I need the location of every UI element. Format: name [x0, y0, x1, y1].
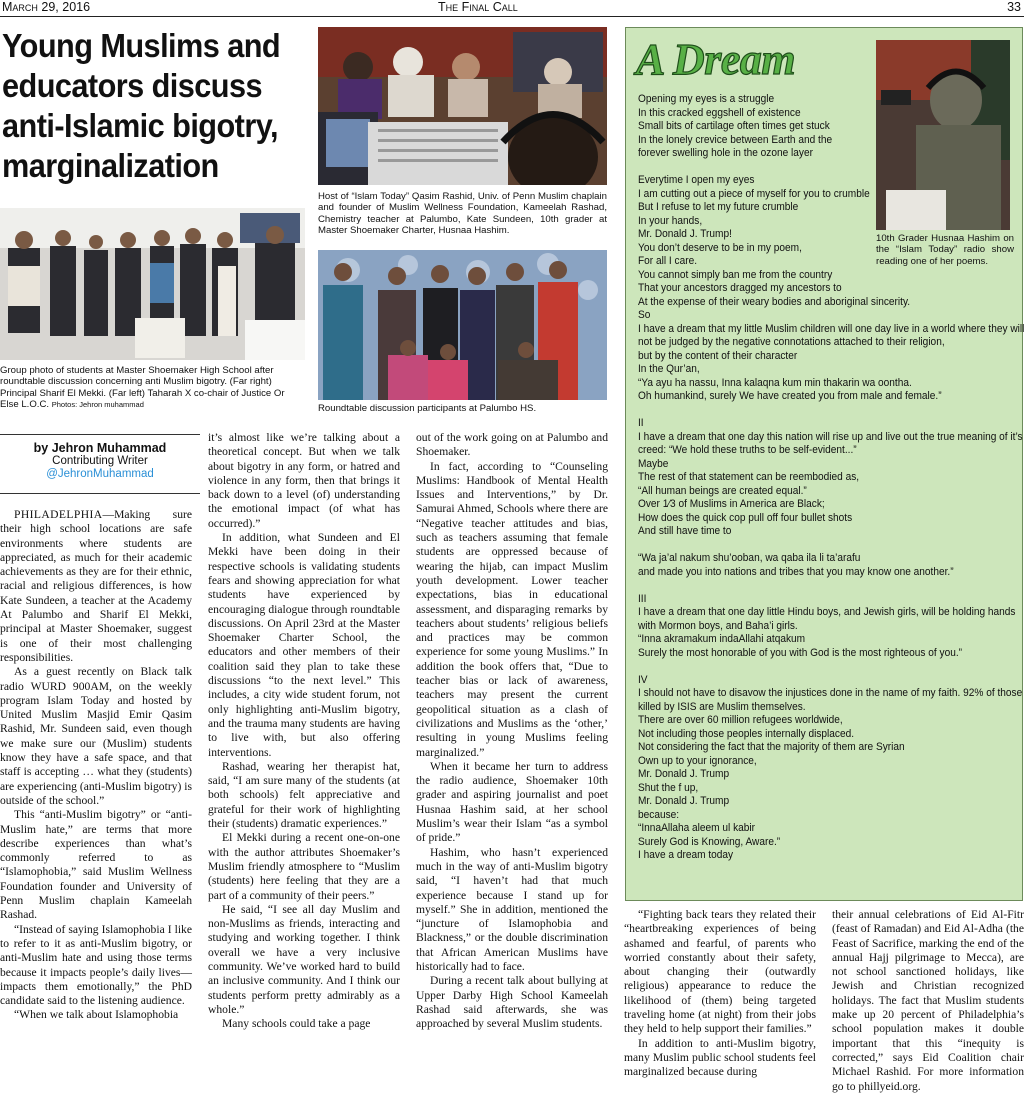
headline: Young Muslims and educators discuss anti-Islamic bigotry, marginalization: [2, 27, 281, 184]
article-paragraph: their annual celebrations of Eid Al-Fitr (feast of Ramadan) and Eid Al-Adha (the Feast of Sacrifice, marking the end of the annual Hajj pilgrimage to Mecca), are not school sanctioned holidays, like Jewish and Christian recognized holidays. The fact that Muslim students make up 20 percent of Philadelphia’s school population makes it double important that this “inequity is corrected,” says Eid Coalition chair Michael Rashid. For more information go to phillyeid.org.: [832, 908, 1024, 1093]
poem-line: In this cracked eggshell of existence: [638, 106, 801, 119]
poem-title: A Dream: [636, 35, 796, 84]
poem-line: [638, 161, 988, 175]
poem-line: Small bits of cartilage often times get stuck: [638, 120, 830, 132]
article-paragraph: out of the work going on at Palumbo and Shoemaker.: [416, 431, 608, 459]
dateline: PHILADELPHIA: [14, 508, 103, 521]
article-paragraph: When it became her turn to address the radio audience, Shoemaker 10th grader and aspiring journalist and poet Husnaa Hashim said, at her school Muslim’s wear their Islam “as a symbol of pride.”: [416, 759, 608, 845]
article-paragraph: During a recent talk about bullying at Upper Darby High School Kameelah Rashad said afterwards, she was approached by several Muslim students.: [416, 974, 608, 1031]
group-caption-text: Group photo of students at Master Shoemaker High School after roundtable discussion concerning anti Muslim bigotry. (Far right) Principal Sharif El Mekki. (Far left) Taharah X co-chair of Justice Or Else L.O.C.: [0, 365, 285, 411]
poem-line: For all I care.: [638, 255, 698, 267]
poem-line: III: [638, 592, 647, 605]
poem-line: But I refuse to let my future crumble: [638, 201, 799, 213]
poet-photo-caption: 10th Grader Husnaa Hashim on the “Islam Today” radio show reading one of her poems.: [876, 233, 1014, 267]
palumbo-photo: [318, 250, 607, 400]
article-paragraph: This “anti-Muslim bigotry” or “anti-Muslim hate,” are terms that more describe experiences than what’s commonly referred to as “Islamophobia,” said Muslim Wellness Foundation founder and University of Penn Muslim chaplain Kameelah Rashad.: [0, 808, 192, 922]
poem-line: And still have time to: [638, 525, 732, 537]
poem-stanza-intro: [638, 93, 988, 296]
poem-body: [638, 93, 1024, 863]
poem-line: “Ya ayu ha nassu, Inna kalaqna kum min thakarin wa oontha.: [638, 376, 912, 389]
article-paragraph: “When we talk about Islamophobia: [14, 1008, 179, 1022]
article-paragraph: In fact, according to “Counseling Muslims: Handbook of Mental Health Issues and Interventions,” by Dr. Samurai Ahmed, Schools where there are “Negative teacher attitudes and bias, such as teachers assuming that female students are oppressed because of wearing the hijab, can impact Muslim youth development. Lower teacher expectations, bias in educational assessment, and disparaging remarks by teachers about students’ religious beliefs and practices may be common experience for some young Muslims.” In addition the book offers that, “Due to teacher bias or lack of awareness, teachers may present the current geopolitical situation as a clash of civilizations and Muslims as the ‘other,’ resulting in young Muslims feeling marginalized.”: [416, 459, 608, 759]
article-paragraph: El Mekki during a recent one-on-one with the author attributes Shoemaker’s Muslim friendly atmosphere to “Muslim (students) here feeling that they are a part of a community of their peers.”: [208, 831, 400, 902]
article-paragraph: it’s almost like we’re talking about a theoretical concept. But when we talk about bigotry in any form, or hatred and violence in any form, then that brings it back down to a level (of) understanding the emotional impact (of what has occurred).”: [208, 431, 400, 530]
poem-line: Shut the f up,: [638, 781, 699, 794]
poem-line: In the lonely crevice between Earth and the: [638, 133, 833, 146]
radio-studio-photo: [318, 27, 607, 185]
article-paragraph: PHILADELPHIA—Making sure their high school locations are safe environments where students are appreciated, as much for their academic achievements as they are for their ethnic, racial and religious differences, is how Kate Sundeen, a teacher at the Academy At Palumbo and Sharif El Mekki, principal at Master Shoemaker, suggest is one of their most challenging responsibilities.: [0, 508, 192, 664]
poem-line: killed by ISIS are Muslim themselves.: [638, 700, 806, 713]
article-paragraph: In addition, what Sundeen and El Mekki have been doing in their respective schools is validating students fears and showing appreciation for what students have experienced by encouraging dialogue through roundtable discussions. On April 23rd at the Master Shoemaker Charter School, the educators and other members of their coalition said they plan to take these discussions “to the next level.” This includes, a city wide student forum, not only highlighting anti-Muslim bigotry, and the trauma many students are having to live with, but also offering interventions.: [208, 531, 400, 759]
article-column-5: [832, 908, 1024, 1094]
article-paragraph: “Instead of saying Islamophobia I like to refer to it as anti-Muslim bigotry, or anti-Muslim hate and using those terms because it impacts people’s daily lives— impacts them emotionally,” the PhD candidate said to the listening audience.: [0, 922, 192, 1008]
poem-line: but by the content of their character: [638, 349, 798, 362]
article-paragraph: “Fighting back tears they related their “heartbreaking experiences of being ashamed and fearful, of parents who worried constantly about their safety, about changing their (outwardly religious) appearance to reduce the likelihood of (them) being targeted traveling home (at night) from their jobs they held to help support their families.”: [624, 908, 816, 1036]
article-paragraph: In addition to anti-Muslim bigotry, many Muslim public school students feel marginalized because during: [624, 1036, 816, 1079]
poem-line: At the expense of their weary bodies and aboriginal sincerity.: [638, 295, 911, 308]
poem-line: There are over 60 million refugees worldwide,: [638, 714, 843, 726]
poem-line: “Inna akramakum indaAllahi atqakum: [638, 633, 806, 645]
poem-line: I should not have to disavow the injustices done in the name of my faith. 92% of those: [638, 687, 1023, 699]
poem-line: I have a dream that one day this nation will rise up and live out the true meaning of it’s: [638, 430, 1023, 443]
poem-line: [638, 579, 1011, 593]
issue-date: March 29, 2016: [2, 0, 91, 14]
group-photo-caption: [0, 365, 305, 411]
byline-twitter-link[interactable]: @JehronMuhammad: [46, 468, 154, 480]
poem-line: “Wa ja’al nakum shu’ooban, wa qaba ila li ta’arafu: [638, 552, 861, 564]
byline-divider: [0, 493, 200, 494]
poem-line: “All human beings are created equal.”: [638, 484, 807, 497]
poem-line: [638, 660, 1011, 674]
article-column-3: [416, 431, 608, 1031]
poem-line: Over 1⁄3 of Muslims in America are Black;: [638, 498, 825, 510]
group-photo: [0, 208, 305, 360]
poem-line: Own up to your ignorance,: [638, 754, 757, 767]
paper-name: The Final Call: [438, 0, 518, 14]
poem-line: Everytime I open my eyes: [638, 174, 755, 186]
article-paragraph: Rashad, wearing her therapist hat, said, “I am sure many of the students (at both schools) felt appreciative and grateful for their work of highlighting their (students) dramatic experiences.”: [208, 759, 400, 831]
poem-line: I have a dream that my little Muslim children will one day live in a world where they will: [638, 322, 1024, 335]
poem-line: Not considering the fact that the majority of them are Syrian: [638, 741, 905, 753]
article-column-1: [0, 508, 192, 1023]
poem-line: I have a dream today: [638, 849, 734, 861]
poem-line: and made you into nations and tribes that you may know one another.”: [638, 565, 954, 578]
article-paragraph: As a guest recently on Black talk radio WURD 900AM, on the weekly program Islam Today and hosted by United Muslim Masjid Emir Qasim Rashid, Mr. Sundeen said, even though we make sure our (Muslim) students know they have a safe space, and that staff is accepting … what they (students) are experiencing (anti-Muslim bigotry) is outside of the school.”: [0, 665, 192, 807]
poem-line: “InnaAllaha aleem ul kabir: [638, 822, 756, 834]
poem-line: Mr. Donald J. Trump: [638, 768, 730, 780]
poem-line: Surely the most honorable of you with God is the most righteous of you.”: [638, 646, 963, 659]
poem-line: Not including those peoples internally displaced.: [638, 727, 855, 740]
byline-role: Contributing Writer: [52, 455, 148, 467]
article-paragraph: He said, “I see all day Muslim and non-Muslims as friends, interacting and studying and working together. I think overall we have a very inclusive community. We’ve worked hard to build an inclusive community. And I think our students perform pretty admirably as a whole.”: [208, 902, 400, 1016]
poem-line: I am cutting out a piece of myself for you to crumble: [638, 187, 870, 200]
poem-line: Surely God is Knowing, Aware.”: [638, 835, 781, 848]
article-column-4: [624, 908, 816, 1080]
poem-line: How does the quick cop pull off four bullet shots: [638, 511, 853, 524]
poem-stanzas: [638, 295, 1024, 863]
poem-line: Oh humankind, surely We have created you from male and female.”: [638, 390, 942, 402]
poem-line: In the Qur’an,: [638, 363, 700, 375]
poem-line: not be judged by the negative connotations attached to their religion,: [638, 336, 945, 348]
poem-line: [638, 539, 1011, 553]
poem-sidebar: [625, 27, 1023, 901]
poem-line: IV: [638, 673, 648, 686]
page-number: 33: [1007, 0, 1021, 14]
poem-line: I have a dream that one day little Hindu boys, and Jewish girls, will be holding hands: [638, 606, 1016, 618]
poem-line: with Mormon boys, and Baha’i girls.: [638, 619, 798, 632]
poem-line: You don’t deserve to be in my poem,: [638, 241, 802, 254]
poem-line: because:: [638, 808, 680, 821]
poem-line: creed: “We hold these truths to be self-evident...”: [638, 444, 857, 456]
poem-line: So: [638, 309, 651, 321]
poem-line: In your hands,: [638, 214, 703, 227]
poem-line: You cannot simply ban me from the country: [638, 268, 833, 281]
article-paragraph: Hashim, who hasn’t experienced much in the way of anti-Muslim bigotry said, “I haven’t had that much experience because I stand up for myself.” She in addition, mentioned the “juncture of Islamophobia and Blackness,” or the double discrimination that African American Muslims have historically had to face.: [416, 845, 608, 973]
poem-line: Mr. Donald J. Trump!: [638, 228, 732, 240]
byline-author: by Jehron Muhammad: [33, 441, 167, 455]
photo-credit: Photos: Jehron muhammad: [51, 400, 144, 410]
poem-line: Opening my eyes is a struggle: [638, 93, 775, 105]
poem-line: Mr. Donald J. Trump: [638, 795, 730, 807]
byline: [0, 434, 200, 494]
poem-line: forever swelling hole in the ozone layer: [638, 147, 813, 159]
article-column-2: [208, 431, 400, 1031]
page-header: [0, 0, 1024, 17]
poem-line: The rest of that statement can be reembodied as,: [638, 471, 860, 483]
poem-line: Maybe: [638, 457, 669, 470]
poem-line: [638, 404, 1011, 418]
poem-line: That your ancestors dragged my ancestors to: [638, 282, 842, 294]
radio-photo-caption: Host of “Islam Today” Qasim Rashid, Univ. of Penn Muslim chaplain and founder of Muslim Wellness Foundation, Kameelah Rashad, Chemistry teacher at Palumbo, Kate Sundeen, 10th grader at Master Shoemaker Charter, Husnaa Hashim.: [318, 191, 607, 237]
poem-line: II: [638, 417, 644, 429]
article-paragraph: Many schools could take a page: [222, 1017, 371, 1031]
palumbo-photo-caption: Roundtable discussion participants at Palumbo HS.: [318, 403, 537, 414]
